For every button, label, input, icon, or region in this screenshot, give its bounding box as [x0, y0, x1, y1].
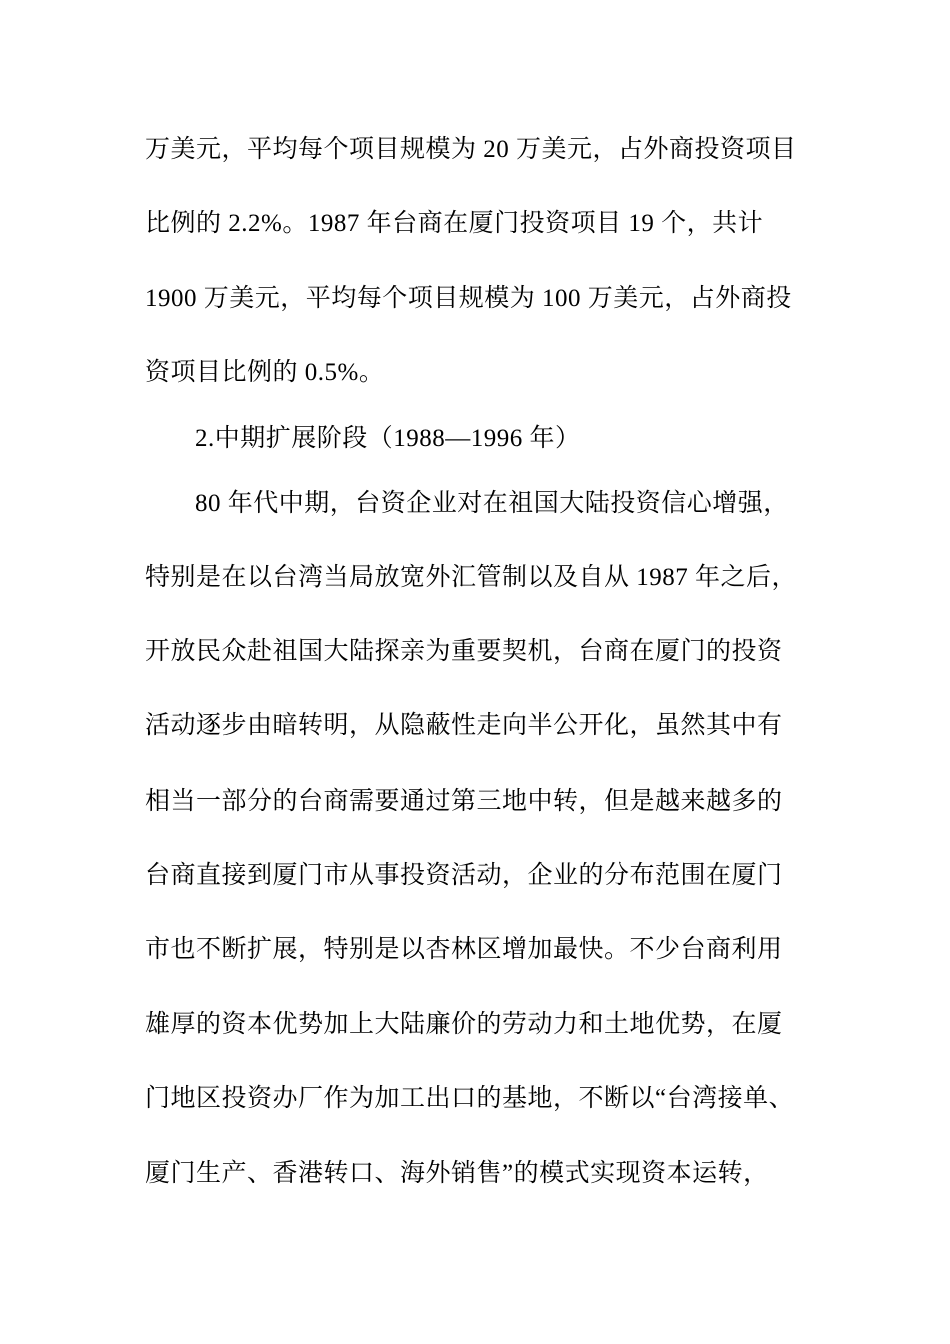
paragraph-line: 80 年代中期，台资企业对在祖国大陆投资信心增强，: [195, 490, 789, 517]
paragraph-line: 特别是在以台湾当局放宽外汇管制以及自从 1987 年之后，: [145, 564, 798, 591]
paragraph-line: 市也不断扩展，特别是以杏林区增加最快。不少台商利用: [145, 936, 783, 963]
paragraph-line: 厦门生产、香港转口、海外销售”的模式实现资本运转，: [145, 1160, 769, 1187]
paragraph-line: 活动逐步由暗转明，从隐蔽性走向半公开化，虽然其中有: [145, 712, 783, 739]
section-heading: 2.中期扩展阶段（1988—1996 年）: [195, 425, 581, 452]
paragraph-line: 雄厚的资本优势加上大陆廉价的劳动力和土地优势，在厦: [145, 1011, 783, 1038]
paragraph-line: 门地区投资办厂作为加工出口的基地，不断以“台湾接单、: [145, 1085, 795, 1112]
paragraph-line: 资项目比例的 0.5%。: [145, 359, 385, 386]
paragraph-line: 1900 万美元，平均每个项目规模为 100 万美元，占外商投: [145, 285, 792, 312]
paragraph-line: 比例的 2.2%。1987 年台商在厦门投资项目 19 个，共计: [145, 210, 764, 237]
paragraph-line: 开放民众赴祖国大陆探亲为重要契机，台商在厦门的投资: [145, 638, 783, 665]
paragraph-line: 相当一部分的台商需要通过第三地中转，但是越来越多的: [145, 788, 783, 815]
paragraph-line: 台商直接到厦门市从事投资活动，企业的分布范围在厦门: [145, 862, 783, 889]
paragraph-line: 万美元，平均每个项目规模为 20 万美元，占外商投资项目: [145, 136, 797, 163]
